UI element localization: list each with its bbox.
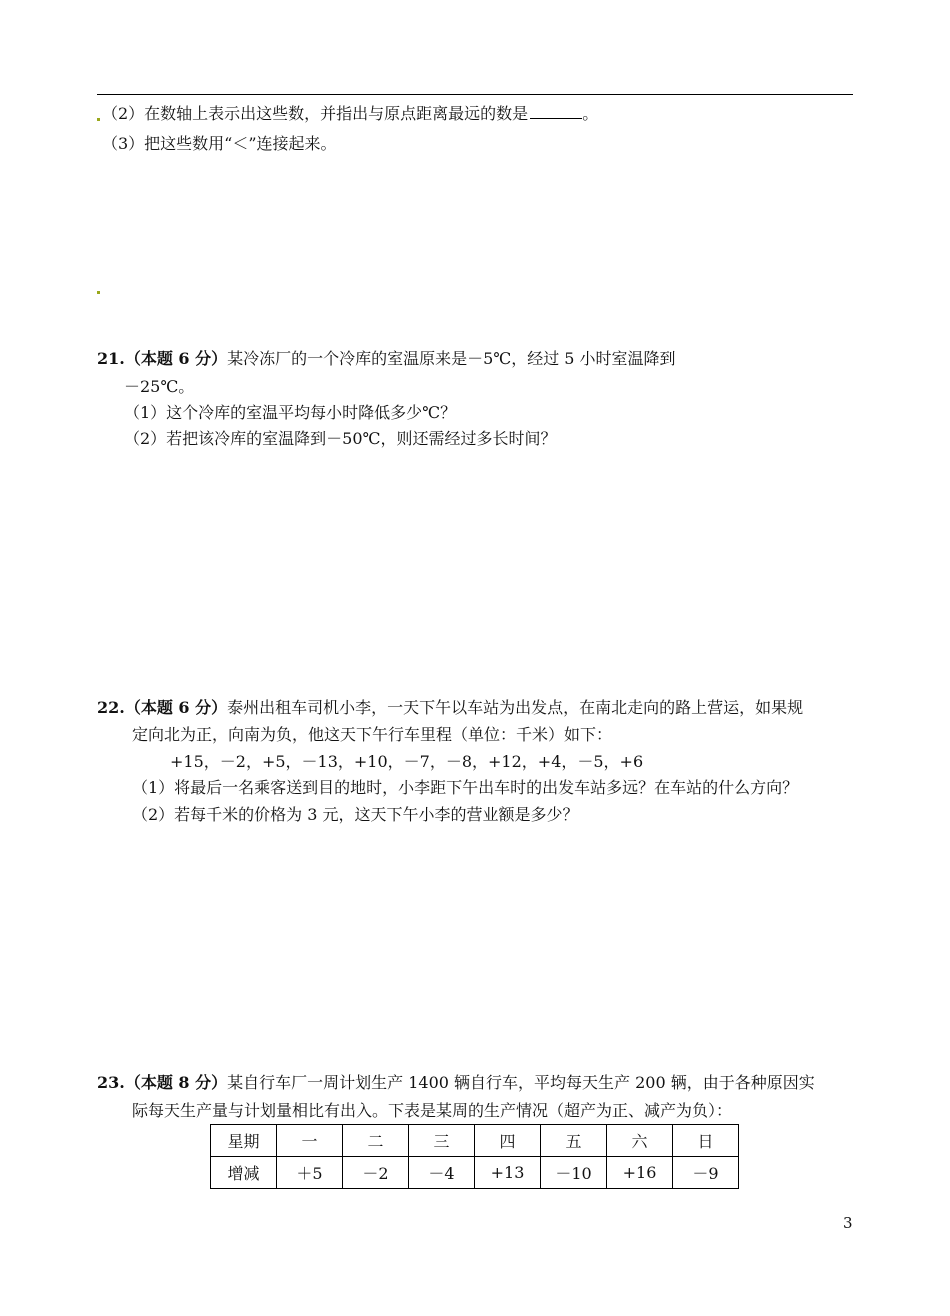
table-cell: 四 xyxy=(475,1125,541,1157)
table-cell: 增减 xyxy=(211,1157,277,1189)
table-cell: 一 xyxy=(277,1125,343,1157)
table-cell: +13 xyxy=(475,1157,541,1189)
q20-part2-text: （2）在数轴上表示出这些数，并指出与原点距离最远的数是 xyxy=(102,104,529,123)
q22-part1: （1）将最后一名乘客送到目的地时，小李距下午出车时的出发车站多远？在车站的什么方向？ xyxy=(132,778,799,797)
q22-text1: 泰州出租车司机小李，一天下午以车站为出发点，在南北走向的路上营运，如果规 xyxy=(227,698,804,717)
table-cell: 二 xyxy=(343,1125,409,1157)
q21-part1: （1）这个冷库的室温平均每小时降低多少℃？ xyxy=(124,403,457,422)
q23-text1: 某自行车厂一周计划生产 1400 辆自行车，平均每天生产 200 辆，由于各种原因实 xyxy=(227,1073,815,1092)
table-cell: －10 xyxy=(541,1157,607,1189)
table-cell: 五 xyxy=(541,1125,607,1157)
q20-part2-end: 。 xyxy=(582,104,599,123)
q23-line1 xyxy=(97,1073,815,1093)
header-rule xyxy=(97,94,853,95)
page-number: 3 xyxy=(843,1214,853,1232)
table-cell: 日 xyxy=(673,1125,739,1157)
q21-number: 21.（本题 6 分） xyxy=(97,349,228,368)
table-row xyxy=(211,1157,739,1189)
table-cell: －2 xyxy=(343,1157,409,1189)
table-cell: －4 xyxy=(409,1157,475,1189)
q22-number: 22.（本题 6 分） xyxy=(97,698,228,717)
q21-line1 xyxy=(97,349,676,369)
table-cell: 六 xyxy=(607,1125,673,1157)
production-table xyxy=(210,1124,739,1189)
q20-part2 xyxy=(102,104,598,124)
table-cell: ＋5 xyxy=(277,1157,343,1189)
q21-part2: （2）若把该冷库的室温降到－50℃，则还需经过多长时间？ xyxy=(124,429,557,448)
marker-dot xyxy=(97,291,100,294)
table-cell: +16 xyxy=(607,1157,673,1189)
table-row xyxy=(211,1125,739,1157)
q23-text2: 际每天生产量与计划量相比有出入。下表是某周的生产情况（超产为正、减产为负）： xyxy=(132,1101,733,1120)
q23-number: 23.（本题 8 分） xyxy=(97,1073,228,1092)
q21-text2: －25℃。 xyxy=(124,377,195,396)
answer-blank[interactable] xyxy=(530,104,582,119)
q22-part2: （2）若每千米的价格为 3 元，这天下午小李的营业额是多少？ xyxy=(132,805,579,824)
q22-text2: 定向北为正，向南为负，他这天下午行车里程（单位：千米）如下： xyxy=(132,725,613,744)
q20-part3: （3）把这些数用“＜”连接起来。 xyxy=(102,134,337,153)
q21-text1: 某冷冻厂的一个冷库的室温原来是－5℃，经过 5 小时室温降到 xyxy=(227,349,676,368)
table-cell: －9 xyxy=(673,1157,739,1189)
q22-line1 xyxy=(97,698,803,718)
marker-dot xyxy=(97,118,100,121)
table-cell: 星期 xyxy=(211,1125,277,1157)
table-cell: 三 xyxy=(409,1125,475,1157)
q22-data: +15，－2，+5，－13，+10，－7，－8，+12，+4，－5，+6 xyxy=(170,752,644,771)
